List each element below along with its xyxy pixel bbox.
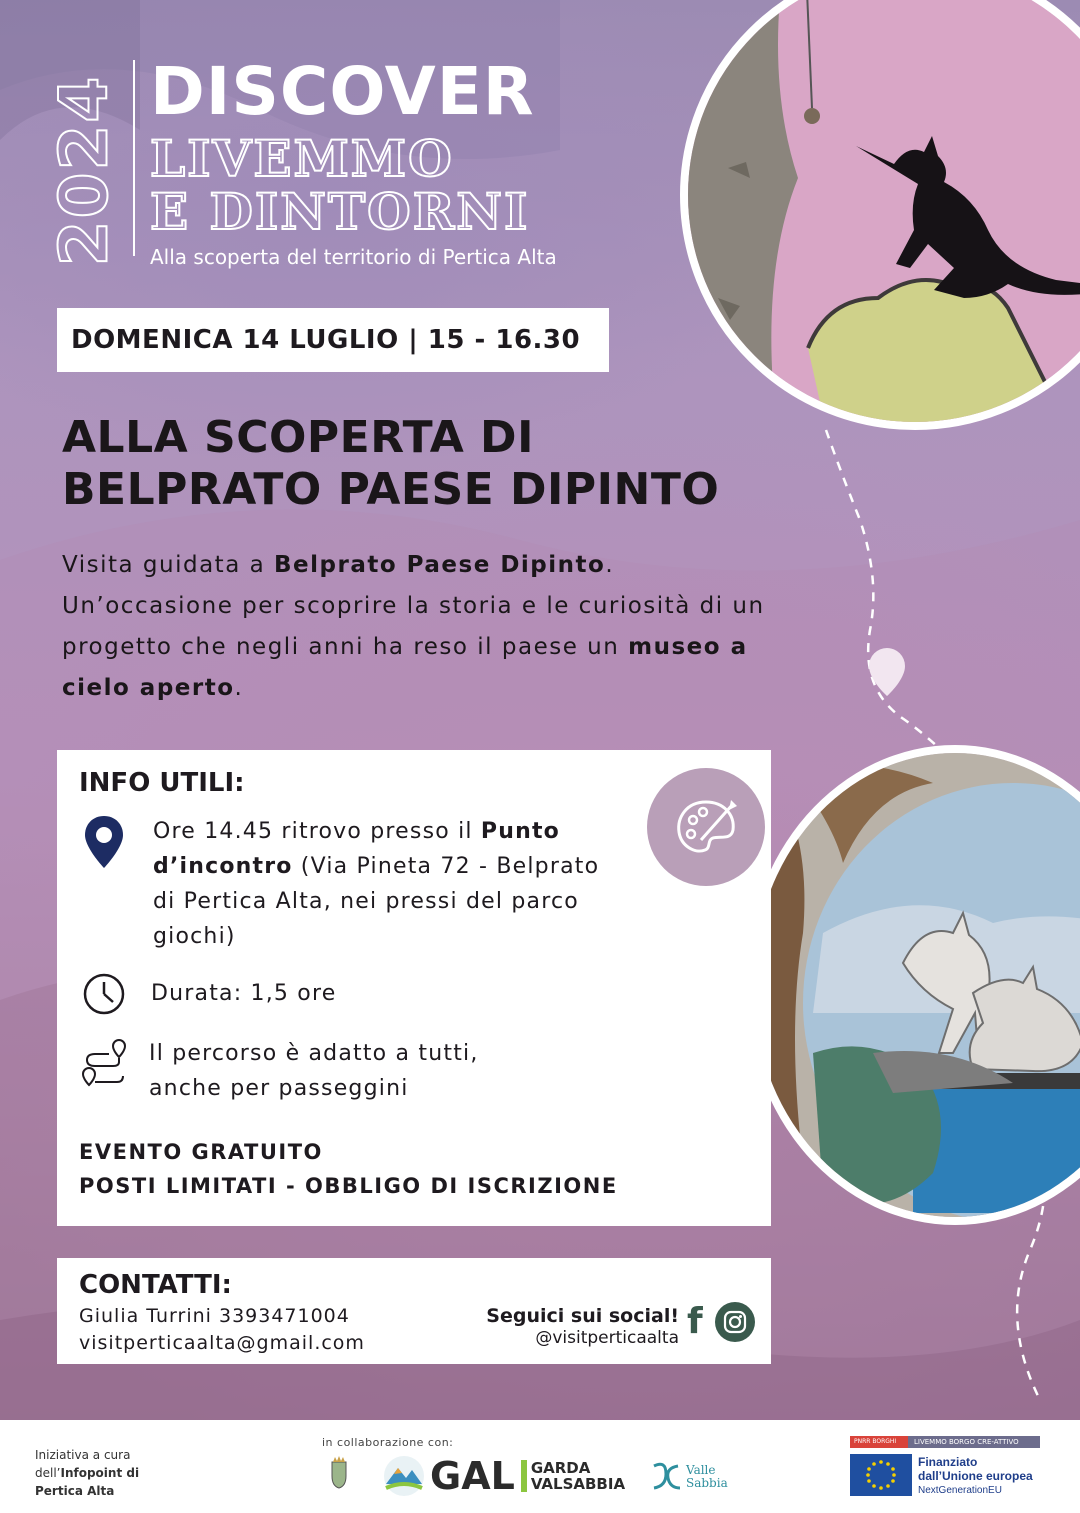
municipality-crest-icon [328, 1456, 350, 1490]
eu-funded-line1: Finanziato [918, 1454, 978, 1469]
headline-line1: ALLA SCOPERTA DI [62, 412, 534, 463]
route-line2: anche per passeggini [149, 1076, 409, 1101]
borgo-tag: LIVEMMO BORGO CRE-ATTIVO [908, 1436, 1040, 1448]
eu-topbar [850, 1436, 1040, 1448]
discover-title: DISCOVER [150, 53, 535, 130]
initiative-line2-prefix: dell’ [35, 1466, 61, 1480]
eu-main [850, 1454, 1040, 1496]
eu-flag-icon [850, 1454, 912, 1496]
event-description [62, 545, 782, 709]
collaboration-label: in collaborazione con: [322, 1436, 454, 1449]
description-bold-place: Belprato Paese Dipinto [274, 552, 606, 578]
valle-line2: Sabbia [686, 1476, 728, 1490]
eu-funding-logo [850, 1436, 1040, 1496]
description-text: Visita guidata a [62, 552, 275, 578]
route-line1: Il percorso è adatto a tutti, [149, 1041, 479, 1066]
initiative-line3-bold: Pertica Alta [35, 1484, 115, 1498]
pnrr-tag: PNRR BORGHI [850, 1436, 908, 1448]
facebook-icon[interactable]: f [687, 1301, 703, 1342]
contacts-panel [57, 1258, 771, 1364]
meeting-point-text [153, 814, 623, 954]
route-text [149, 1036, 479, 1106]
info-panel [57, 750, 771, 1226]
event-series-title-line1: LIVEMMO [150, 129, 454, 188]
meeting-time-text: Ore 14.45 ritrovo presso il [153, 819, 481, 844]
info-title: INFO UTILI: [79, 768, 245, 798]
mountain-logo-icon [382, 1454, 426, 1498]
description-text: . [234, 675, 244, 701]
palette-badge [647, 768, 765, 886]
instagram-icon[interactable] [715, 1302, 755, 1342]
duration-text: Durata: 1,5 ore [151, 981, 337, 1006]
contact-email[interactable]: visitperticaalta@gmail.com [79, 1332, 365, 1354]
footer [0, 1420, 1080, 1513]
event-series-title-line2: E DINTORNI [150, 182, 530, 241]
date-banner [57, 308, 609, 372]
year-label [44, 60, 124, 280]
initiative-credit [35, 1446, 195, 1500]
route-icon [79, 1036, 129, 1086]
valle-sabbia-swirl-icon [648, 1460, 684, 1494]
meeting-point-label: Punto d’incontro [153, 819, 561, 879]
valle-sabbia-text [686, 1464, 728, 1490]
gal-sub-line2: VALSABBIA [530, 1475, 626, 1493]
eu-text [918, 1455, 1033, 1496]
social-label: Seguici sui social! [486, 1305, 679, 1327]
valle-line1: Valle [686, 1463, 716, 1477]
description-bold-museum: museo a cielo aperto [62, 634, 748, 701]
eu-funded [918, 1455, 1033, 1483]
map-pin-icon [79, 814, 129, 864]
date-time: DOMENICA 14 LUGLIO | 15 - 16.30 [71, 325, 581, 355]
contacts-title: CONTATTI: [79, 1270, 232, 1300]
palette-icon [671, 792, 741, 862]
initiative-line2 [35, 1464, 195, 1482]
eu-funded-line2: dall’Unione europea [918, 1468, 1033, 1483]
initiative-line1: Iniziativa a cura [35, 1448, 131, 1462]
gal-subtitle [521, 1460, 625, 1492]
gal-logo [382, 1454, 625, 1498]
contact-phone[interactable]: Giulia Turrini 3393471004 [79, 1305, 350, 1327]
headline-line2: BELPRATO PAESE DIPINTO [62, 464, 720, 515]
initiative-line3 [35, 1482, 195, 1500]
tagline: Alla scoperta del territorio di Pertica Alta [150, 245, 557, 269]
meeting-point-row [79, 814, 623, 954]
gal-text: GAL [430, 1454, 515, 1498]
year-text: 2024 [45, 74, 123, 266]
social-handle[interactable]: @visitperticaalta [535, 1328, 679, 1348]
duration-row [79, 972, 336, 1022]
meeting-address-text: (Via Pineta 72 - Belprato di Pertica Alta, nei pressi del parco giochi) [153, 854, 600, 949]
clock-icon [79, 972, 129, 1022]
limited-places-notice: POSTI LIMITATI - OBBLIGO DI ISCRIZIONE [79, 1174, 618, 1198]
header-divider [133, 60, 135, 256]
valle-sabbia-logo [648, 1460, 728, 1494]
route-row [79, 1036, 479, 1106]
free-event-notice: EVENTO GRATUITO [79, 1140, 323, 1164]
event-headline [62, 412, 822, 516]
description-text: . Un’occasione per scoprire la storia e le curiosità di un progetto che negli anni ha reso il paese un [62, 552, 765, 660]
initiative-line2-bold: Infopoint di [60, 1466, 140, 1480]
gal-sub-line1: GARDA [530, 1459, 591, 1477]
eu-nextgen: NextGenerationEU [918, 1484, 1002, 1496]
